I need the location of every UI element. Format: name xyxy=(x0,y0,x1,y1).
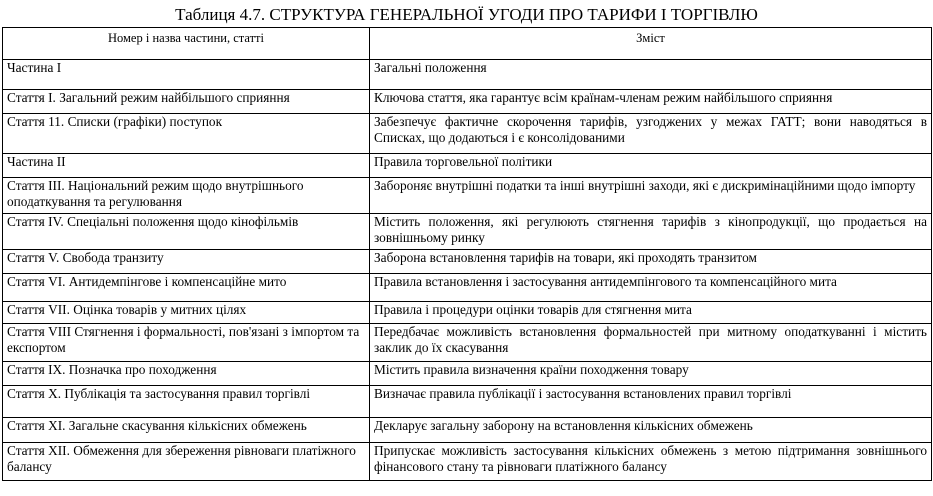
cell-part: Стаття X. Публікація та застосування правил торгівлі xyxy=(3,386,370,418)
cell-content: Загальні положення xyxy=(370,60,932,90)
column-header-content: Зміст xyxy=(370,28,932,60)
cell-part: Стаття III. Національний режим щодо внутрішнього оподаткування та регулювання xyxy=(3,178,370,214)
table-row xyxy=(3,302,932,324)
table-header-row xyxy=(3,28,932,60)
cell-part: Стаття V. Свобода транзиту xyxy=(3,250,370,274)
cell-part: Стаття IV. Спеціальні положення щодо кінофільмів xyxy=(3,214,370,250)
cell-content: Припускає можливість застосування кількісних обмежень з метою підтримання зовнішнього фінансового стану та рівноваги платіжного балансу xyxy=(370,443,932,481)
table-row xyxy=(3,60,932,90)
table-row xyxy=(3,214,932,250)
table-row xyxy=(3,154,932,178)
cell-content: Містить правила визначення країни походження товару xyxy=(370,362,932,386)
table-row xyxy=(3,324,932,362)
cell-part: Частина II xyxy=(3,154,370,178)
gatt-structure-table xyxy=(2,27,932,481)
table-row xyxy=(3,114,932,154)
cell-part: Стаття VI. Антидемпінгове і компенсаційне мито xyxy=(3,274,370,302)
cell-part: Частина І xyxy=(3,60,370,90)
table-row xyxy=(3,178,932,214)
cell-content: Правила і процедури оцінки товарів для стягнення мита xyxy=(370,302,932,324)
table-row xyxy=(3,386,932,418)
cell-content: Визначає правила публікації і застосування встановлених правил торгівлі xyxy=(370,386,932,418)
cell-part: Стаття VII. Оцінка товарів у митних цілях xyxy=(3,302,370,324)
table-row xyxy=(3,443,932,481)
cell-part: Стаття XI. Загальне скасування кількісних обмежень xyxy=(3,418,370,443)
cell-content: Заборона встановлення тарифів на товари, які проходять транзитом xyxy=(370,250,932,274)
cell-content: Ключова стаття, яка гарантує всім країнам-членам режим найбільшого сприяння xyxy=(370,90,932,114)
table-row xyxy=(3,362,932,386)
cell-content: Правила встановлення і застосування антидемпінгового та компенсаційного мита xyxy=(370,274,932,302)
table-row xyxy=(3,418,932,443)
column-header-part: Номер і назва частини, статті xyxy=(3,28,370,60)
table-row xyxy=(3,274,932,302)
cell-part: Стаття 11. Списки (графіки) поступок xyxy=(3,114,370,154)
table-caption: Таблиця 4.7. СТРУКТУРА ГЕНЕРАЛЬНОЇ УГОДИ ПРО ТАРИФИ І ТОРГІВЛЮ xyxy=(175,5,758,24)
cell-content: Декларує загальну заборону на встановлення кількісних обмежень xyxy=(370,418,932,443)
cell-content: Забороняє внутрішні податки та інші внутрішні заходи, які є дискримінаційними щодо імпорту xyxy=(370,178,932,214)
table-row xyxy=(3,90,932,114)
cell-part: Стаття IX. Позначка про походження xyxy=(3,362,370,386)
cell-part: Стаття XII. Обмеження для збереження рівноваги платіжного балансу xyxy=(3,443,370,481)
cell-content: Містить положення, які регулюють стягнення тарифів з кінопродукції, що продається на зовнішньому ринку xyxy=(370,214,932,250)
table-row xyxy=(3,250,932,274)
cell-content: Забезпечує фактичне скорочення тарифів, узгоджених у межах ГАТТ; вони наводяться в Списках, що додаються і є консолідованими xyxy=(370,114,932,154)
cell-content: Передбачає можливість встановлення формальностей при митному оподаткуванні і містить заклик до їх скасування xyxy=(370,324,932,362)
cell-content: Правила торговельної політики xyxy=(370,154,932,178)
cell-part: Стаття VIII Стягнення і формальності, пов'язані з імпортом та експортом xyxy=(3,324,370,362)
cell-part: Стаття І. Загальний режим найбільшого сприяння xyxy=(3,90,370,114)
